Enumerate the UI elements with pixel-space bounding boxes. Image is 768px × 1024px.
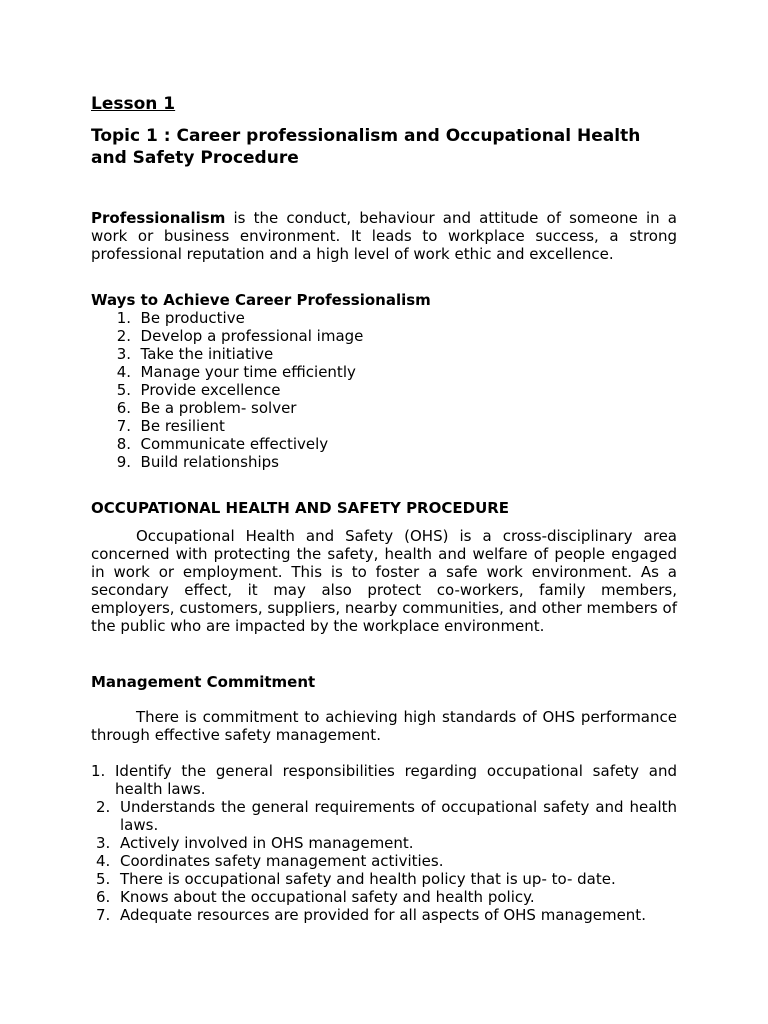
list-item xyxy=(91,453,677,471)
list-item-number: 1. xyxy=(91,762,106,780)
list-item xyxy=(91,906,677,924)
list-item-text: Be resilient xyxy=(140,417,225,435)
list-item-number: 5. xyxy=(96,870,111,888)
list-item-text: Build relationships xyxy=(140,453,279,471)
list-item-number: 3. xyxy=(116,345,131,363)
list-item xyxy=(91,309,677,327)
list-item-number: 3. xyxy=(96,834,111,852)
document-content xyxy=(91,93,677,924)
list-item xyxy=(91,888,677,906)
list-item xyxy=(91,363,677,381)
list-item-number: 6. xyxy=(116,399,131,417)
list-item-number: 7. xyxy=(96,906,111,924)
list-item-number: 4. xyxy=(96,852,111,870)
list-item-number: 5. xyxy=(116,381,131,399)
list-item-number: 2. xyxy=(116,327,131,345)
list-item-number: 8. xyxy=(116,435,131,453)
management-heading: Management Commitment xyxy=(91,673,316,691)
list-item-number: 9. xyxy=(116,453,131,471)
list-item xyxy=(91,834,677,852)
ohs-paragraph: Occupational Health and Safety (OHS) is a cross-disciplinary area concerned with protecting the safety, health and welfare of people engaged in work or employment. This is to foster a safe work environment. As a secondary effect, it may also protect co-workers, family members, employers, customers, suppliers, nearby communities, and other members of the public who are impacted by the workplace environment. xyxy=(91,527,677,635)
ways-list xyxy=(91,309,677,471)
list-item xyxy=(91,435,677,453)
professionalism-paragraph xyxy=(91,209,677,263)
list-item-text: Coordinates safety management activities. xyxy=(120,852,444,870)
list-item xyxy=(91,381,677,399)
list-item-number: 6. xyxy=(96,888,111,906)
list-item xyxy=(91,399,677,417)
list-item-number: 4. xyxy=(116,363,131,381)
list-item xyxy=(91,870,677,888)
list-item-text: Be a problem- solver xyxy=(140,399,297,417)
list-item-text: Develop a professional image xyxy=(140,327,364,345)
list-item-text: There is occupational safety and health policy that is up- to- date. xyxy=(120,870,616,888)
list-item xyxy=(91,762,677,798)
management-paragraph: There is commitment to achieving high standards of OHS performance through effective safety management. xyxy=(91,708,677,744)
list-item xyxy=(91,345,677,363)
list-item xyxy=(91,327,677,345)
list-item-text: Provide excellence xyxy=(140,381,281,399)
list-item-text: Take the initiative xyxy=(140,345,274,363)
ohs-heading: OCCUPATIONAL HEALTH AND SAFETY PROCEDURE xyxy=(91,499,510,517)
list-item-text: Actively involved in OHS management. xyxy=(120,834,414,852)
list-item-number: 1. xyxy=(116,309,131,327)
list-item-text: Be productive xyxy=(140,309,245,327)
lesson-title: Lesson 1 xyxy=(91,94,176,114)
list-item-number: 2. xyxy=(96,798,111,816)
list-item xyxy=(91,798,677,834)
list-item-text: Communicate effectively xyxy=(140,435,329,453)
list-item-text: Identify the general responsibilities regarding occupational safety and health laws. xyxy=(115,762,677,798)
professionalism-definition: is the conduct, behaviour and attitude of someone in a work or business environment. It leads to workplace success, a strong professional reputation and a high level of work ethic and excellence. xyxy=(91,209,677,263)
ways-heading: Ways to Achieve Career Professionalism xyxy=(91,291,431,309)
professionalism-term: Professionalism xyxy=(91,209,226,227)
list-item-text: Understands the general requirements of occupational safety and health laws. xyxy=(120,798,677,834)
management-list xyxy=(91,762,677,924)
list-item xyxy=(91,417,677,435)
topic-title: Topic 1 : Career professionalism and Occupational Health and Safety Procedure xyxy=(91,126,641,168)
list-item-text: Adequate resources are provided for all aspects of OHS management. xyxy=(120,906,646,924)
list-item xyxy=(91,852,677,870)
list-item-text: Knows about the occupational safety and health policy. xyxy=(120,888,535,906)
list-item-number: 7. xyxy=(116,417,131,435)
list-item-text: Manage your time efficiently xyxy=(140,363,356,381)
